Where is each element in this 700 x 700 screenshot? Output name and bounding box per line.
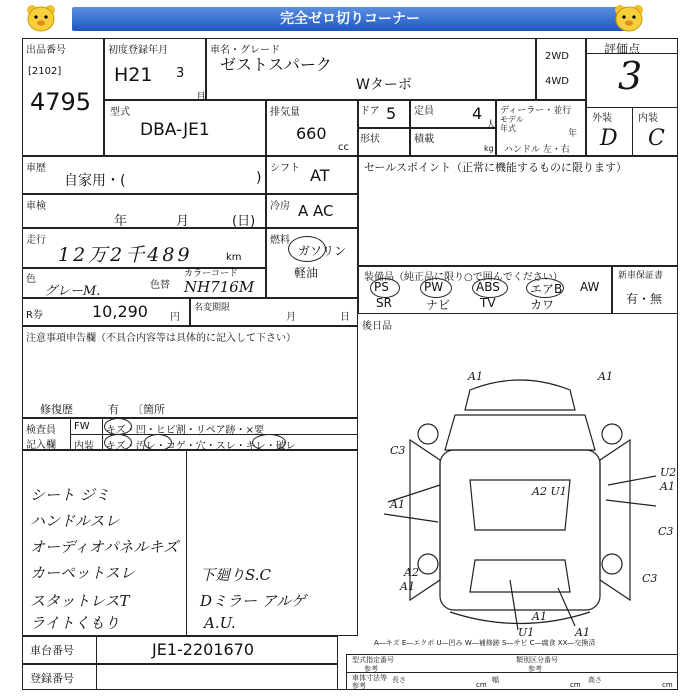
lot-number: 4795 <box>30 88 92 116</box>
footer-cm-3: cm <box>662 681 673 689</box>
inspection-label: 車検 <box>26 201 46 212</box>
dealer-model-year: モデル 年式 <box>500 115 524 133</box>
history-label: 車歴 <box>26 163 46 174</box>
shift-value: AT <box>310 166 330 185</box>
note-3: オーディオパネルキズ <box>30 538 179 556</box>
color-code: NH716M <box>184 278 255 296</box>
inspection-box <box>22 194 266 228</box>
mark-4: A1 <box>390 498 405 511</box>
mark-5: A2 U1 <box>532 485 567 498</box>
lot-sub: [2102] <box>28 66 62 77</box>
dealer-handle: ハンドル 左・右 <box>504 145 570 155</box>
sales-points-label: セールスポイント（正常に機能するものに限ります） <box>364 161 628 174</box>
equip-navi: ナビ <box>426 298 451 312</box>
rating-label: 評価点 <box>604 42 641 56</box>
displacement-value: 660 <box>296 124 327 143</box>
history-box <box>22 156 266 194</box>
recycle-label: R券 <box>26 310 43 321</box>
fuel-circle <box>288 236 326 262</box>
rating-int-label: 内装 <box>638 113 658 124</box>
load-label: 積載 <box>414 134 434 145</box>
footer-length: 長さ <box>392 676 406 684</box>
warranty-label: 新車保証書 <box>618 271 664 281</box>
mark-12: U1 <box>518 626 535 639</box>
warranty-value: 有・無 <box>626 292 663 306</box>
name-change-month: 月 <box>286 312 296 323</box>
car-label: 車名・グレード <box>210 45 280 56</box>
footer-height: 高さ <box>588 676 602 684</box>
history-value: 自家用・( <box>64 173 126 189</box>
shape-label: 形状 <box>360 134 380 145</box>
equip-leather: カワ <box>530 298 555 312</box>
mark-11: A1 <box>532 610 547 623</box>
first-reg-year: H21 <box>114 64 153 86</box>
equip-airbag: エアB <box>530 282 563 296</box>
legend: A―キズ E―エクボ U―凹み W―補修跡 S―サビ C―腐食 XX―交換済 <box>374 639 596 647</box>
color-code-label: カラーコード <box>184 269 239 279</box>
mark-2: A1 <box>598 370 613 383</box>
model-label: 型式 <box>110 107 130 118</box>
mark-14: C3 <box>642 572 658 585</box>
footer-ref-3: 参考 <box>352 682 366 690</box>
displacement-unit: cc <box>338 142 349 153</box>
inspection-day: (日) <box>232 214 256 229</box>
rating-score: 3 <box>618 54 643 98</box>
banner-title: 完全ゼロ切りコーナー <box>72 7 628 31</box>
repair-value: 有 <box>108 403 119 416</box>
name-change-label: 名変期限 <box>194 303 231 313</box>
capacity-label: 定員 <box>414 106 434 117</box>
mark-10: A1 <box>400 580 415 593</box>
footer-dims: 車体寸法等 <box>352 674 387 682</box>
rating-int: C <box>648 126 665 151</box>
name-change-day: 日 <box>340 312 350 323</box>
mileage-unit: km <box>226 252 242 263</box>
note-1: シート ジミ <box>30 486 110 504</box>
mileage-value: 12万2千489 <box>58 244 193 266</box>
inspection-month: 月 <box>176 214 190 229</box>
mark-7: A1 <box>660 480 675 493</box>
capacity-unit: 人 <box>486 120 496 131</box>
first-reg-label: 初度登録年月 <box>108 45 168 56</box>
mark-3: C3 <box>390 444 406 457</box>
aircon-label: 冷房 <box>270 201 290 212</box>
footer-cm-2: cm <box>570 681 581 689</box>
chassis-label: 車台番号 <box>30 644 74 657</box>
mark-13: A1 <box>575 626 590 639</box>
registration-label: 登録番号 <box>30 672 74 685</box>
note-4: カーペットスレ <box>30 564 135 582</box>
equipment-label: 装備品（純正品に限り○で囲んでください） <box>364 272 563 283</box>
repair-label: 修復歴 <box>40 403 73 416</box>
right-note-2: Dミラー アルゲ <box>200 592 306 610</box>
kg-label: kg <box>484 144 494 153</box>
drive-box <box>536 38 586 100</box>
equip-aw: AW <box>580 280 600 294</box>
car-name: ゼストスパーク <box>220 55 332 74</box>
footer-ref-1: 参考 <box>364 665 378 673</box>
equip-sr: SR <box>376 296 392 310</box>
car-damage-diagram <box>360 330 678 650</box>
recycle-unit: 円 <box>170 312 180 323</box>
note-6: ライトくもり <box>30 614 120 632</box>
bear-mascot-right <box>612 4 646 32</box>
dealer-year-unit: 年 <box>568 129 578 139</box>
capacity-value: 4 <box>472 104 483 123</box>
color-label: 色 <box>26 274 36 285</box>
equip-tv: TV <box>480 296 496 310</box>
equip-ps: PS <box>374 280 389 294</box>
footer-cm-1: cm <box>476 681 487 689</box>
inspector-row2-label: 内装 <box>74 441 94 452</box>
fuel-gasoline: ガソリン <box>298 244 347 258</box>
drive-2wd: 2WD <box>545 51 569 62</box>
color-tone-label: 色替 <box>150 280 170 291</box>
recycle-value: 10,290 <box>92 302 148 321</box>
fuel-diesel: 軽油 <box>294 266 319 280</box>
repair-location: 〔箇所 <box>132 403 165 416</box>
aircon-value: A AC <box>298 202 334 220</box>
inspector-row1-label: FW <box>74 421 90 432</box>
lot-label: 出品番号 <box>26 45 66 56</box>
color-value: グレーM. <box>44 284 101 299</box>
first-reg-unit: 月 <box>196 92 206 103</box>
rating-ext-label: 外装 <box>592 113 612 124</box>
rating-ext: D <box>600 126 618 151</box>
doors-label: ドア <box>360 106 380 117</box>
mark-1: A1 <box>468 370 483 383</box>
chassis-value: JE1-2201670 <box>152 640 255 659</box>
mileage-label: 走行 <box>26 235 46 246</box>
history-close: ) <box>256 170 262 186</box>
mark-8: C3 <box>658 525 674 538</box>
equipment-grid <box>370 280 610 314</box>
note-2: ハンドルスレ <box>30 512 120 530</box>
model-value: DBA-JE1 <box>140 120 210 140</box>
car-grade: Wターボ <box>356 77 412 93</box>
equip-pw: PW <box>424 280 444 294</box>
note-5: スタットレスT <box>30 592 130 610</box>
footer-type-cert: 型式指定番号 <box>352 656 394 664</box>
fuel-label: 燃料 <box>270 235 290 246</box>
footer-ref-2: 参考 <box>528 665 542 673</box>
right-note-3: A.U. <box>204 614 236 632</box>
footer-width: 幅 <box>492 676 499 684</box>
drive-4wd: 4WD <box>545 76 569 87</box>
doors-value: 5 <box>386 104 397 123</box>
notes-label: 注意事項申告欄（不具合内容等は具体的に記入して下さい） <box>26 333 296 344</box>
inspection-year: 年 <box>114 214 128 229</box>
bear-mascot-left <box>24 4 58 32</box>
right-note-1: 下廻りS.C <box>200 566 271 584</box>
equip-abs: ABS <box>476 280 500 294</box>
footer-class-num: 類別区分番号 <box>516 656 558 664</box>
first-reg-month: 3 <box>176 66 185 81</box>
record-label: 記入欄 <box>26 440 56 451</box>
mark-9: A2 <box>404 566 419 579</box>
inspector-row1: キズ・凹・ヒビ割・リペア跡・×要 <box>106 425 264 436</box>
displacement-label: 排気量 <box>270 107 300 118</box>
mark-6: U2 <box>660 466 677 479</box>
dealer-label: ディーラー・並行 <box>500 106 572 116</box>
storage-label: 後日品 <box>362 321 392 332</box>
shift-label: シフト <box>270 163 300 174</box>
inspector-row2: キズ・汚レ・コゲ・穴・スレ・キレ・破レ <box>106 441 296 452</box>
inspector-label: 検査員 <box>26 425 56 436</box>
